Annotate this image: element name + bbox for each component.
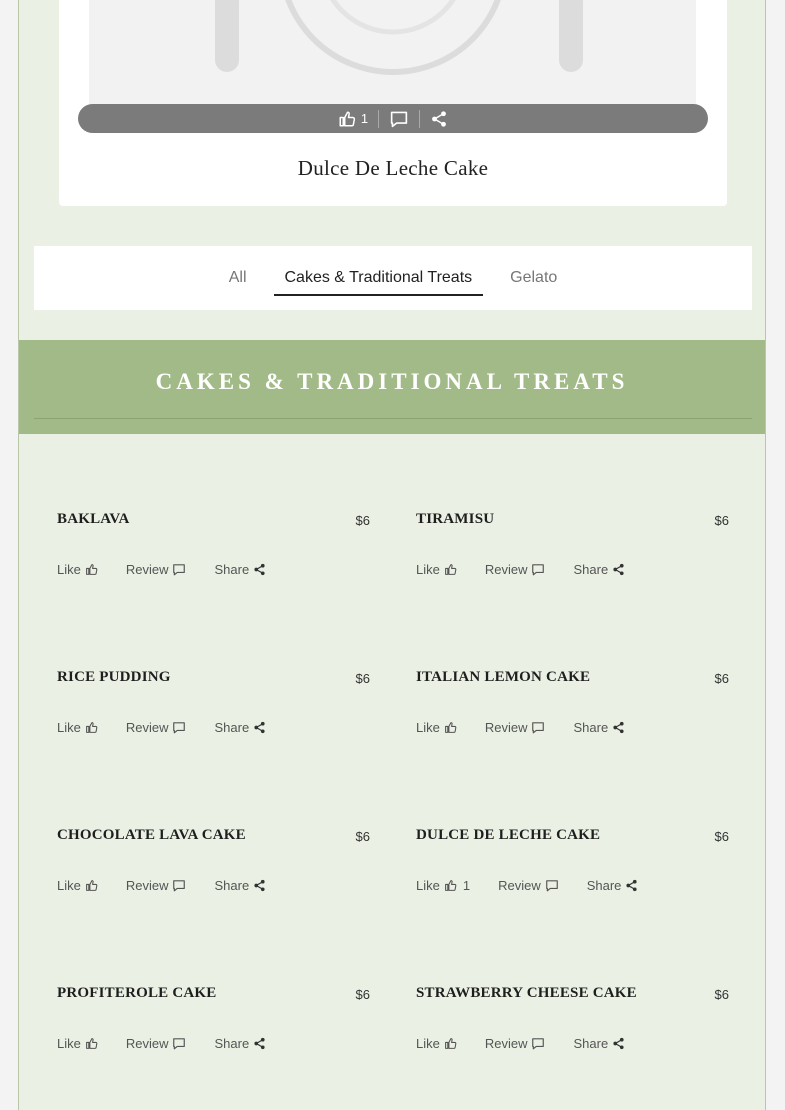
review-label: Review — [125, 878, 169, 893]
menu-item-price: $6 — [714, 671, 729, 686]
menu-item-price: $6 — [714, 513, 729, 528]
review-button[interactable] — [485, 1036, 546, 1051]
menu-item-price: $6 — [714, 987, 729, 1002]
menu-item-name: ITALIAN LEMON CAKE — [416, 669, 591, 685]
thumbs-up-icon — [444, 721, 457, 734]
share-icon — [430, 110, 448, 128]
featured-like-count: 1 — [360, 111, 369, 126]
review-button[interactable] — [485, 720, 546, 735]
featured-action-bar — [78, 104, 708, 133]
share-icon — [612, 563, 625, 576]
like-button[interactable] — [57, 878, 98, 893]
menu-item-name: PROFITEROLE CAKE — [57, 985, 217, 1001]
share-label: Share — [573, 562, 609, 577]
share-label: Share — [586, 878, 622, 893]
comment-icon — [172, 879, 186, 892]
comment-icon — [531, 721, 545, 734]
like-count: 1 — [462, 878, 471, 893]
menu-item — [57, 827, 370, 907]
share-label: Share — [214, 562, 250, 577]
menu-item-price: $6 — [355, 671, 370, 686]
review-label: Review — [498, 878, 541, 893]
review-label: Review — [125, 720, 169, 735]
tab-gelato[interactable]: Gelato — [510, 269, 558, 286]
section-divider — [34, 418, 752, 419]
share-button[interactable] — [573, 1036, 625, 1051]
menu-item-name: STRAWBERRY CHEESE CAKE — [416, 985, 637, 1001]
share-icon — [253, 563, 266, 576]
category-tabs — [34, 246, 752, 310]
share-label: Share — [573, 720, 609, 735]
featured-share-button[interactable] — [420, 104, 458, 133]
thumbs-up-icon — [338, 110, 356, 128]
featured-item-image — [89, 0, 696, 104]
share-button[interactable] — [214, 878, 266, 893]
share-icon — [253, 1037, 266, 1050]
comment-icon — [531, 1037, 545, 1050]
menu-item-actions — [416, 878, 666, 893]
menu-item-name: BAKLAVA — [57, 511, 130, 527]
thumbs-up-icon — [85, 563, 98, 576]
review-label: Review — [484, 720, 528, 735]
comment-icon — [172, 1037, 186, 1050]
comment-icon — [172, 563, 186, 576]
featured-like-button[interactable] — [328, 104, 378, 133]
share-icon — [253, 721, 266, 734]
review-label: Review — [125, 1036, 169, 1051]
menu-item-name: RICE PUDDING — [57, 669, 171, 685]
review-label: Review — [484, 1036, 528, 1051]
like-button[interactable] — [57, 1036, 98, 1051]
menu-item-actions — [57, 878, 294, 893]
share-button[interactable] — [587, 878, 639, 893]
menu-item-name: CHOCOLATE LAVA CAKE — [57, 827, 246, 843]
page-frame — [18, 0, 766, 1110]
share-button[interactable] — [214, 562, 266, 577]
like-button[interactable] — [416, 878, 470, 893]
thumbs-up-icon — [444, 1037, 457, 1050]
menu-item — [416, 985, 729, 1065]
like-label: Like — [57, 562, 81, 577]
section-header — [19, 340, 765, 434]
tab-all[interactable]: All — [228, 269, 247, 286]
menu-item — [57, 511, 370, 591]
menu-item-actions — [57, 562, 294, 577]
tab-cakes-traditional-treats[interactable]: Cakes & Traditional Treats — [274, 263, 484, 293]
like-button[interactable] — [416, 720, 457, 735]
share-label: Share — [214, 878, 250, 893]
menu-item-price: $6 — [714, 829, 729, 844]
like-label: Like — [57, 720, 81, 735]
menu-item-actions — [416, 720, 653, 735]
featured-review-button[interactable] — [379, 104, 419, 133]
thumbs-up-icon — [444, 563, 457, 576]
menu-item-name: DULCE DE LECHE CAKE — [416, 827, 601, 843]
menu-item — [416, 511, 729, 591]
share-icon — [612, 1037, 625, 1050]
share-button[interactable] — [214, 1036, 266, 1051]
thumbs-up-icon — [85, 879, 98, 892]
menu-item-actions — [57, 720, 294, 735]
thumbs-up-icon — [444, 879, 457, 892]
share-icon — [253, 879, 266, 892]
review-button[interactable] — [126, 878, 187, 893]
share-icon — [625, 879, 638, 892]
menu-item-name: TIRAMISU — [416, 511, 495, 527]
share-label: Share — [214, 1036, 250, 1051]
comment-icon — [531, 563, 545, 576]
comment-icon — [389, 110, 409, 128]
share-button[interactable] — [573, 562, 625, 577]
menu-item — [57, 985, 370, 1065]
featured-item-card[interactable] — [59, 0, 727, 206]
menu-item-price: $6 — [355, 513, 370, 528]
review-button[interactable] — [126, 1036, 187, 1051]
share-icon — [612, 721, 625, 734]
review-label: Review — [125, 562, 169, 577]
menu-item — [416, 669, 729, 749]
comment-icon — [545, 879, 559, 892]
like-label: Like — [57, 878, 81, 893]
like-button[interactable] — [416, 562, 457, 577]
like-label: Like — [416, 1036, 440, 1051]
share-button[interactable] — [214, 720, 266, 735]
thumbs-up-icon — [85, 1037, 98, 1050]
menu-item-actions — [416, 1036, 653, 1051]
menu-item-actions — [416, 562, 653, 577]
menu-item-price: $6 — [355, 829, 370, 844]
menu-item-actions — [57, 1036, 294, 1051]
menu-item — [57, 669, 370, 749]
review-button[interactable] — [126, 720, 187, 735]
share-label: Share — [214, 720, 250, 735]
plate-placeholder-icon — [89, 0, 696, 104]
review-button[interactable] — [126, 562, 187, 577]
share-button[interactable] — [573, 720, 625, 735]
comment-icon — [172, 721, 186, 734]
like-label: Like — [416, 562, 440, 577]
menu-item — [416, 827, 729, 907]
like-label: Like — [416, 720, 440, 735]
like-button[interactable] — [416, 1036, 457, 1051]
menu-item-price: $6 — [355, 987, 370, 1002]
share-label: Share — [573, 1036, 609, 1051]
section-title: CAKES & TRADITIONAL TREATS — [155, 369, 629, 394]
like-button[interactable] — [57, 562, 98, 577]
thumbs-up-icon — [85, 721, 98, 734]
review-label: Review — [484, 562, 528, 577]
like-label: Like — [416, 878, 440, 893]
featured-item-title: Dulce De Leche Cake — [297, 156, 489, 180]
review-button[interactable] — [485, 562, 546, 577]
review-button[interactable] — [498, 878, 559, 893]
like-button[interactable] — [57, 720, 98, 735]
like-label: Like — [57, 1036, 81, 1051]
